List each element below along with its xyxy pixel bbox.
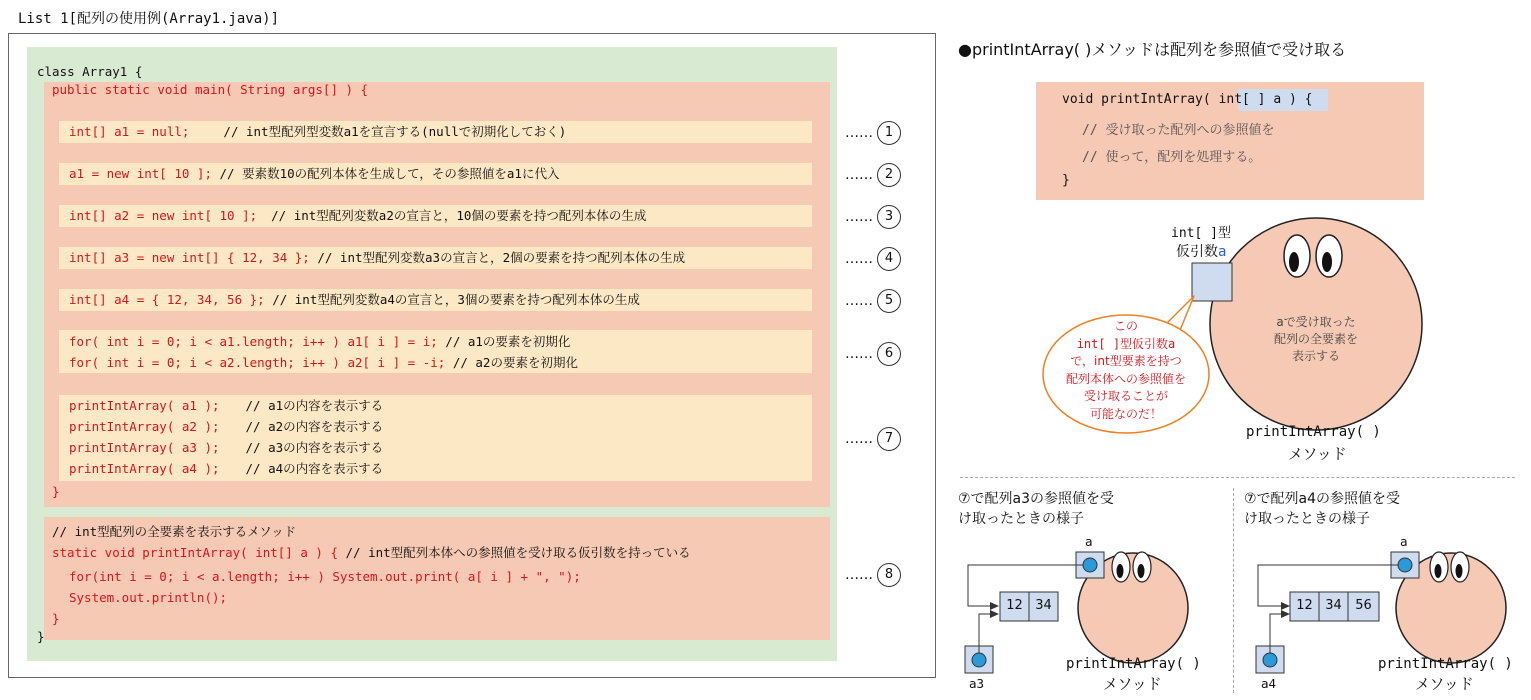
marker-5: …… 5 — [845, 289, 901, 313]
marker-8: …… 8 — [845, 563, 901, 587]
code-line-7a: printIntArray( a1 ); // a1の内容を表示する — [69, 398, 384, 413]
code-line-1: int[] a1 = null; // int型配列型変数a1を宣言する(nullで初期化しておく) — [69, 124, 567, 139]
panel-a4-cell-2: 56 — [1355, 598, 1372, 613]
panel-a4-cell-1: 34 — [1325, 598, 1342, 613]
divider-horizontal — [960, 477, 1515, 478]
face-description: aで受け取った 配列の全要素を 表示する — [1273, 315, 1358, 363]
listing-caption: List 1[配列の使用例(Array1.java)] — [18, 11, 280, 27]
method-comment-2: // 使って，配列を処理する。 — [1082, 150, 1262, 165]
code-print-println: System.out.println(); — [69, 590, 228, 605]
param-type-label: int[ ]型 — [1171, 226, 1231, 241]
code-line-3: int[] a2 = new int[ 10 ]; // int型配列変数a2の宣言と，10個の要素を持つ配列本体の生成 — [69, 208, 647, 223]
panel-a3-caption-1: ⑦で配列a3の参照値を受 — [958, 491, 1115, 507]
code-class-open: class Array1 { — [37, 64, 143, 79]
right-title: ●printIntArray( )メソッドは配列を参照値で受け取る — [958, 40, 1347, 59]
code-main-open: public static void main( String args[] ) { — [52, 82, 369, 97]
panel-a4-method-kind: メソッド — [1415, 675, 1474, 693]
panel-a3-method-label: printIntArray( ) — [1066, 656, 1201, 672]
panel-a4-param-label: a — [1400, 534, 1408, 549]
method-label: printIntArray( ) — [1246, 424, 1381, 440]
panel-a3-var-label: a3 — [969, 676, 985, 691]
code-line-7b: printIntArray( a2 ); // a2の内容を表示する — [69, 419, 384, 434]
method-close-brace: } — [1062, 173, 1070, 188]
method-label-kind: メソッド — [1288, 445, 1347, 463]
code-line-7c: printIntArray( a3 ); // a3の内容を表示する — [69, 440, 384, 455]
code-line-6a: for( int i = 0; i < a1.length; i++ ) a1[ i ] = i; // a1の要素を初期化 — [69, 334, 571, 349]
code-line-4: int[] a3 = new int[] { 12, 34 }; // int型配列変数a3の宣言と，2個の要素を持つ配列本体の生成 — [69, 250, 686, 265]
panel-a3-method-kind: メソッド — [1103, 675, 1162, 693]
param-name-label: 仮引数a — [1176, 244, 1227, 260]
code-line-2: a1 = new int[ 10 ]; // 要素数10の配列本体を生成して，その参照値をa1に代入 — [69, 166, 560, 181]
panel-a4-method-label: printIntArray( ) — [1378, 656, 1513, 672]
parameter-box — [1192, 263, 1232, 301]
marker-7: …… 7 — [845, 427, 901, 451]
code-class-close: } — [37, 629, 45, 644]
code-main-close: } — [52, 484, 60, 499]
panel-a3-diagram — [965, 552, 1188, 673]
panel-a4-var-label: a4 — [1261, 676, 1277, 691]
divider-vertical — [1233, 488, 1234, 693]
method-comment-1: // 受け取った配列への参照値を — [1082, 123, 1275, 138]
bubble-text: この int[ ]型仮引数a で，int型要素を持つ 配列本体への参照値を 受け取ることが 可能なのだ！ — [1065, 319, 1186, 421]
code-print-signature: static void printIntArray( int[] a ) { // int型配列本体への参照値を受け取る仮引数を持っている — [52, 545, 691, 560]
marker-3: …… 3 — [845, 205, 901, 229]
panel-a4-caption-1: ⑦で配列a4の参照値を受 — [1244, 491, 1401, 507]
marker-2: …… 2 — [845, 163, 901, 187]
panel-a4-caption-2: け取ったときの様子 — [1244, 511, 1370, 527]
panel-a3-cell-0: 12 — [1006, 598, 1023, 613]
code-line-5: int[] a4 = { 12, 34, 56 }; // int型配列変数a4の宣言と，3個の要素を持つ配列本体の生成 — [69, 292, 640, 307]
code-print-for: for(int i = 0; i < a.length; i++ ) System.out.print( a[ i ] + ", "); — [69, 569, 581, 584]
code-print-comment: // int型配列の全要素を表示するメソッド — [52, 524, 297, 539]
code-print-close: } — [52, 611, 60, 626]
panel-a4-cell-0: 12 — [1296, 598, 1313, 613]
method-signature-line: void printIntArray( int[ ] a ) { — [1062, 92, 1313, 107]
marker-1: …… 1 — [845, 121, 901, 145]
marker-4: …… 4 — [845, 247, 901, 271]
signature-param: int[ ] a — [1218, 92, 1282, 107]
marker-6: …… 6 — [845, 342, 901, 366]
code-line-6b: for( int i = 0; i < a2.length; i++ ) a2[ i ] = -i; // a2の要素を初期化 — [69, 355, 578, 370]
panel-a3-cell-1: 34 — [1035, 598, 1052, 613]
panel-a3-param-label: a — [1085, 534, 1093, 549]
panel-a3-caption-2: け取ったときの様子 — [958, 511, 1084, 527]
code-line-7d: printIntArray( a4 ); // a4の内容を表示する — [69, 461, 384, 476]
